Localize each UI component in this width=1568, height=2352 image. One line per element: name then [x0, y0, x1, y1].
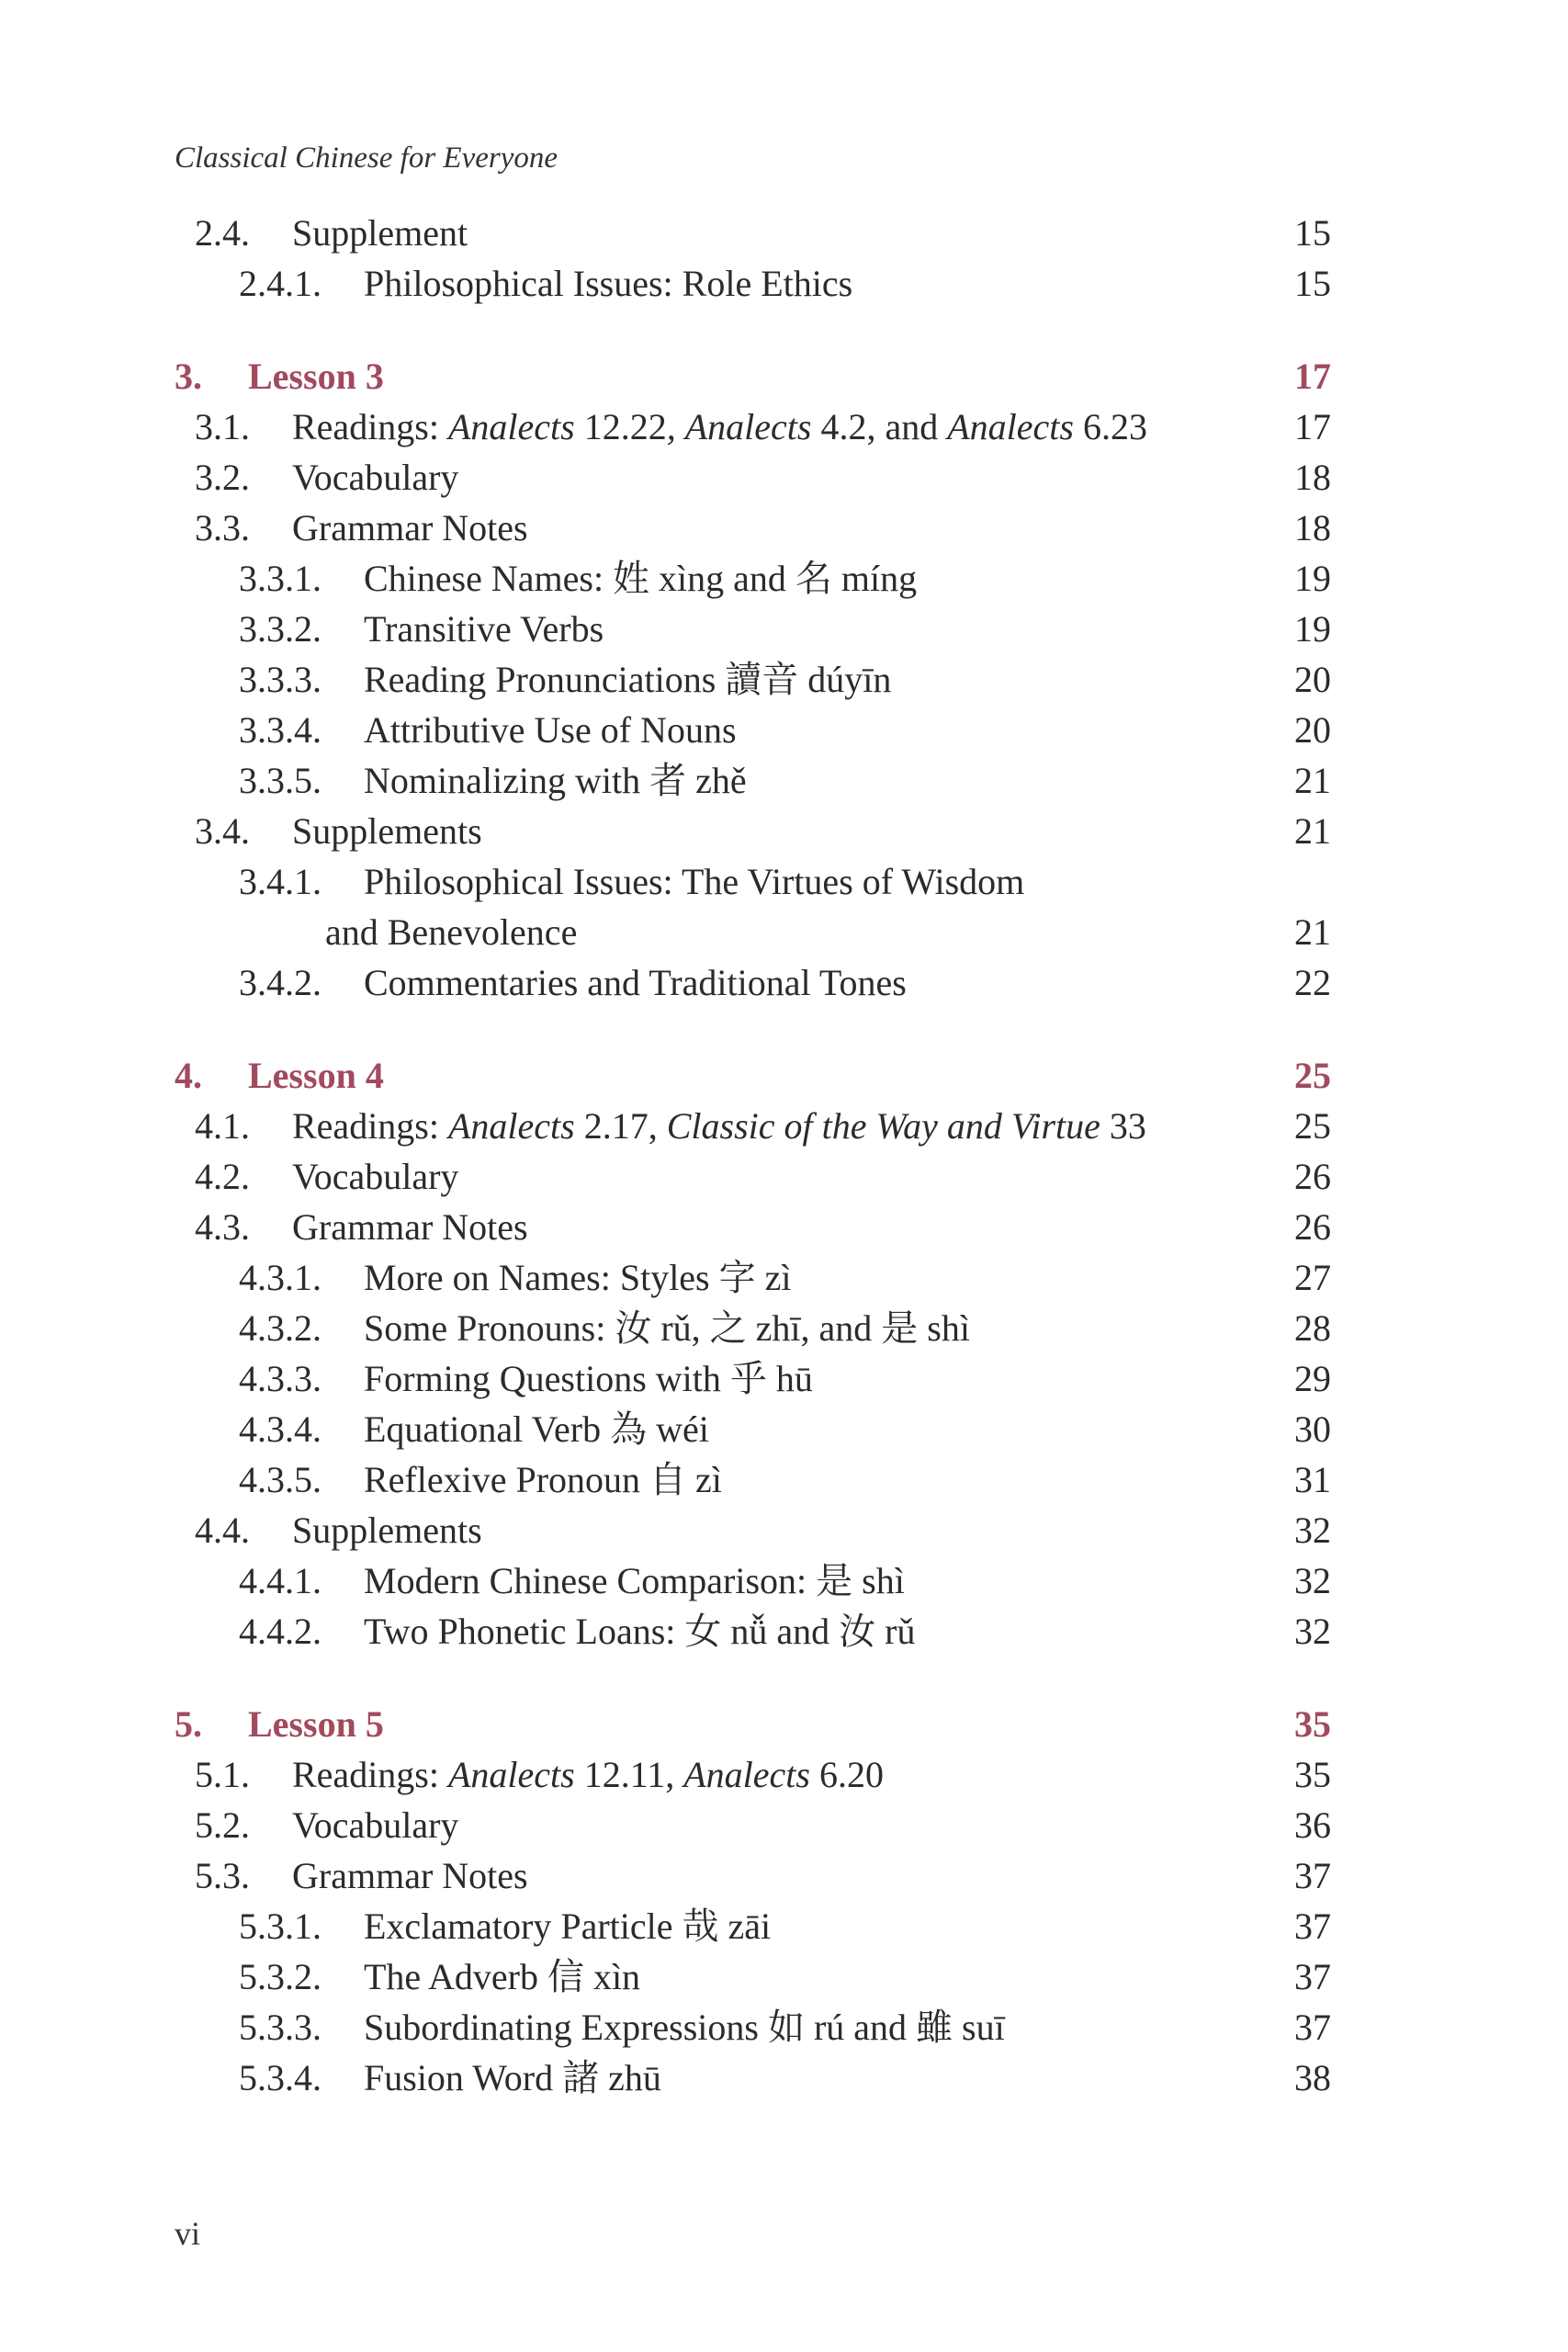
toc-entry-number: 3.3.1. [239, 558, 321, 599]
toc-entry-page: 31 [1294, 1459, 1331, 1500]
toc-entry-number: 4.4. [195, 1510, 250, 1551]
toc-entry [0, 1406, 1568, 1453]
toc-entry-page: 21 [1294, 911, 1331, 953]
toc-entry [0, 1608, 1568, 1656]
toc-entry-page: 32 [1294, 1510, 1331, 1551]
toc-entry-title [248, 1701, 384, 1748]
toc-entry-title [292, 1204, 528, 1251]
toc-entry-page: 37 [1294, 1905, 1331, 1947]
toc-entry-title [292, 808, 482, 855]
toc-chapter-entry [0, 1052, 1568, 1100]
toc-entry-number: 3.3.4. [239, 709, 321, 751]
toc-title-segment: Readings: [292, 1754, 448, 1795]
toc-title-segment: Forming Questions with 乎 hū [364, 1358, 813, 1399]
page-number: vi [175, 2215, 201, 2252]
toc-title-segment: Two Phonetic Loans: 女 nǚ and 汝 rǔ [364, 1611, 916, 1652]
toc-entry-number: 2.4.1. [239, 263, 321, 304]
toc-entry-number: 4.3. [195, 1206, 250, 1248]
toc-title-segment: Classic of the Way and Virtue [666, 1105, 1100, 1147]
toc-title-segment: Modern Chinese Comparison: 是 shì [364, 1560, 905, 1601]
toc-entry-number: 2.4. [195, 212, 250, 254]
toc-entry-page: 25 [1294, 1055, 1331, 1096]
toc-title-segment: 33 [1100, 1105, 1146, 1147]
toc-entry-page: 17 [1294, 356, 1331, 397]
toc-entry [0, 2054, 1568, 2102]
toc-title-segment: Reflexive Pronoun 自 zì [364, 1459, 722, 1500]
toc-entry-title [364, 1456, 722, 1504]
toc-title-segment: Exclamatory Particle 哉 zāi [364, 1905, 772, 1947]
toc-entry-number: 4.3.2. [239, 1307, 321, 1349]
toc-entry-number: 3.3.2. [239, 608, 321, 650]
toc-title-segment: Commentaries and Traditional Tones [364, 962, 907, 1003]
toc-title-segment: More on Names: Styles 字 zì [364, 1257, 792, 1298]
toc-entry-title [364, 656, 891, 704]
toc-entry-number: 4.3.4. [239, 1408, 321, 1450]
toc-entry [0, 757, 1568, 805]
toc-entry-title [364, 1557, 905, 1605]
toc-entry-page: 19 [1294, 608, 1331, 650]
toc-entry-page: 35 [1294, 1754, 1331, 1795]
toc-entry-title [364, 707, 737, 754]
toc-entry-title [364, 555, 917, 603]
toc-entry-page: 29 [1294, 1358, 1331, 1399]
toc-entry [0, 2004, 1568, 2052]
toc-entry-page: 28 [1294, 1307, 1331, 1349]
toc-entry-number: 5.3.4. [239, 2057, 321, 2098]
toc-entry-number: 3.4. [195, 810, 250, 852]
toc-entry-title [364, 1953, 640, 2001]
toc-title-segment: Analects [447, 1754, 575, 1795]
toc-chapter-entry [0, 1701, 1568, 1748]
toc-entry-page: 27 [1294, 1257, 1331, 1298]
toc-entry [0, 1751, 1568, 1799]
toc-entry-number: 3.3.3. [239, 659, 321, 700]
toc-title-segment: Readings: [292, 1105, 448, 1147]
toc-entry [0, 209, 1568, 257]
toc-entry-number: 4.1. [195, 1105, 250, 1147]
toc-entry-page: 15 [1294, 263, 1331, 304]
toc-entry-title [292, 1852, 528, 1900]
toc-entry [0, 260, 1568, 308]
toc-entry-number: 3.4.2. [239, 962, 321, 1003]
toc-entry [0, 959, 1568, 1007]
toc-entry-number: 5.3. [195, 1855, 250, 1896]
toc-title-segment: Analects [947, 406, 1074, 447]
toc-entry-number: 5.2. [195, 1804, 250, 1846]
toc-title-segment [676, 406, 685, 447]
toc-entry-title [364, 260, 852, 308]
toc-entry [0, 1507, 1568, 1555]
toc-entry-page: 36 [1294, 1804, 1331, 1846]
toc-entry [0, 1557, 1568, 1605]
toc-entry [0, 1153, 1568, 1201]
toc-entry [0, 454, 1568, 502]
toc-entry [0, 656, 1568, 704]
toc-entry-number: 5.1. [195, 1754, 250, 1795]
toc-entry-title [292, 209, 468, 257]
toc-entry-number: 4. [175, 1055, 202, 1096]
toc-entry [0, 808, 1568, 855]
toc-entry-title [292, 1802, 458, 1849]
toc-entry-page: 19 [1294, 558, 1331, 599]
toc-title-segment: Readings: [292, 406, 448, 447]
toc-entry-number: 5.3.1. [239, 1905, 321, 1947]
toc-entry [0, 1305, 1568, 1352]
toc-entry-page: 32 [1294, 1611, 1331, 1652]
toc-entry-number: 3.3. [195, 507, 250, 548]
toc-title-segment: The Adverb 信 xìn [364, 1956, 641, 1997]
toc-entry-page: 21 [1294, 810, 1331, 852]
toc-title-segment: Lesson 5 [248, 1703, 384, 1745]
toc-entry [0, 605, 1568, 653]
toc-entry-number: 4.3.3. [239, 1358, 321, 1399]
toc-title-segment: Transitive Verbs [364, 608, 604, 650]
toc-title-segment: 4.2, and [811, 406, 948, 447]
toc-title-segment: Nominalizing with 者 zhě [364, 760, 747, 801]
toc-title-segment: Lesson 4 [248, 1055, 384, 1096]
toc-title-segment: , [666, 406, 676, 447]
toc-entry [0, 1802, 1568, 1849]
toc-entry-title [364, 1305, 970, 1352]
toc-entry-title [364, 2004, 1005, 2052]
toc-entry [0, 909, 1568, 956]
toc-entry-number: 4.4.1. [239, 1560, 321, 1601]
toc-entry [0, 504, 1568, 552]
toc-entry-page: 22 [1294, 962, 1331, 1003]
toc-entry-number: 4.3.1. [239, 1257, 321, 1298]
toc-entry-title [325, 909, 577, 956]
toc-entry-title [364, 1903, 771, 1951]
toc-title-segment: Subordinating Expressions 如 rú and 雖 suī [364, 2007, 1005, 2048]
toc-entry-page: 35 [1294, 1703, 1331, 1745]
toc-title-segment: 12.22 [574, 406, 667, 447]
toc-entry-page: 37 [1294, 1956, 1331, 1997]
toc-entry-title [364, 1355, 813, 1403]
toc-title-segment: Analects [683, 1754, 810, 1795]
toc-entry [0, 1204, 1568, 1251]
toc-title-segment: Supplements [292, 1510, 482, 1551]
toc-entry [0, 1254, 1568, 1302]
toc-entry-title [292, 1751, 884, 1799]
toc-title-segment: Equational Verb 為 wéi [364, 1408, 709, 1450]
toc-entry-title [364, 2054, 661, 2102]
toc-entry-number: 4.3.5. [239, 1459, 321, 1500]
toc-title-segment: Supplements [292, 810, 482, 852]
toc-entry-number: 3.2. [195, 457, 250, 498]
toc-title-segment: 6.20 [809, 1754, 884, 1795]
toc-entry-title [292, 1153, 458, 1201]
toc-title-segment: 12.11, [574, 1754, 684, 1795]
toc-title-segment: Lesson 3 [248, 356, 384, 397]
toc-title-segment: Vocabulary [292, 457, 459, 498]
toc-entry-title [364, 858, 1024, 906]
toc-chapter-entry [0, 353, 1568, 401]
toc-title-segment: Analects [447, 406, 575, 447]
toc-entry-number: 3.3.5. [239, 760, 321, 801]
toc-title-segment: Some Pronouns: 汝 rǔ, 之 zhī, and 是 shì [364, 1307, 970, 1349]
toc-entry-page: 26 [1294, 1156, 1331, 1197]
toc-entry [0, 1355, 1568, 1403]
toc-entry-page: 37 [1294, 1855, 1331, 1896]
toc-entry-page: 25 [1294, 1105, 1331, 1147]
toc-entry [0, 1102, 1568, 1150]
toc-entry-title [364, 959, 907, 1007]
toc-title-segment: Analects [684, 406, 812, 447]
toc-entry-title [364, 1406, 709, 1453]
toc-entry-number: 5.3.3. [239, 2007, 321, 2048]
toc-title-segment: Chinese Names: 姓 xìng and 名 míng [364, 558, 918, 599]
toc-title-segment: 6.23 [1073, 406, 1147, 447]
toc-entry-title [292, 403, 1147, 451]
toc-entry [0, 1953, 1568, 2001]
toc-title-segment: Analects [447, 1105, 575, 1147]
toc-entry-number: 5. [175, 1703, 202, 1745]
toc-entry-title [364, 1254, 792, 1302]
toc-entry-title [292, 504, 528, 552]
toc-entry-title [364, 757, 747, 805]
toc-entry-page: 30 [1294, 1408, 1331, 1450]
toc-entry-number: 3. [175, 356, 202, 397]
toc-entry-number: 4.2. [195, 1156, 250, 1197]
toc-entry [0, 403, 1568, 451]
toc-entry [0, 555, 1568, 603]
toc-entry-page: 37 [1294, 2007, 1331, 2048]
toc-entry-number: 4.4.2. [239, 1611, 321, 1652]
running-header: Classical Chinese for Everyone [175, 141, 558, 175]
toc-entry-title [364, 1608, 915, 1656]
toc-entry-page: 17 [1294, 406, 1331, 447]
toc-title-segment: Reading Pronunciations 讀音 dúyīn [364, 659, 892, 700]
toc-entry [0, 1852, 1568, 1900]
toc-title-segment: Philosophical Issues: Role Ethics [364, 263, 853, 304]
toc-entry [0, 1903, 1568, 1951]
toc-entry-page: 21 [1294, 760, 1331, 801]
toc-entry-title [248, 1052, 384, 1100]
toc-entry-page: 18 [1294, 507, 1331, 548]
toc-entry-title [292, 1507, 482, 1555]
toc-entry-number: 3.4.1. [239, 861, 321, 902]
toc-title-segment: Attributive Use of Nouns [364, 709, 737, 751]
toc-entry [0, 858, 1568, 906]
toc-title-segment: 2.17, [574, 1105, 667, 1147]
toc-entry-title [364, 605, 604, 653]
toc-entry-number: 3.1. [195, 406, 250, 447]
toc-title-segment: Vocabulary [292, 1156, 459, 1197]
toc-entry [0, 1456, 1568, 1504]
toc-title-segment: Fusion Word 諸 zhū [364, 2057, 661, 2098]
toc-entry-number: 5.3.2. [239, 1956, 321, 1997]
toc-title-segment: Vocabulary [292, 1804, 459, 1846]
toc-entry-page: 26 [1294, 1206, 1331, 1248]
toc-title-segment: Grammar Notes [292, 1206, 528, 1248]
toc-entry-title [292, 1102, 1146, 1150]
toc-title-segment: and Benevolence [325, 911, 578, 953]
toc-entry-page: 38 [1294, 2057, 1331, 2098]
toc-entry-page: 18 [1294, 457, 1331, 498]
toc-entry-title [292, 454, 458, 502]
toc-title-segment: Grammar Notes [292, 1855, 528, 1896]
toc-title-segment: Supplement [292, 212, 468, 254]
toc-entry-title [248, 353, 384, 401]
toc-entry-page: 32 [1294, 1560, 1331, 1601]
toc-entry [0, 707, 1568, 754]
toc-entry-page: 15 [1294, 212, 1331, 254]
toc-title-segment: Grammar Notes [292, 507, 528, 548]
toc-title-segment: Philosophical Issues: The Virtues of Wisdom [364, 861, 1025, 902]
toc-entry-page: 20 [1294, 709, 1331, 751]
toc-entry-page: 20 [1294, 659, 1331, 700]
